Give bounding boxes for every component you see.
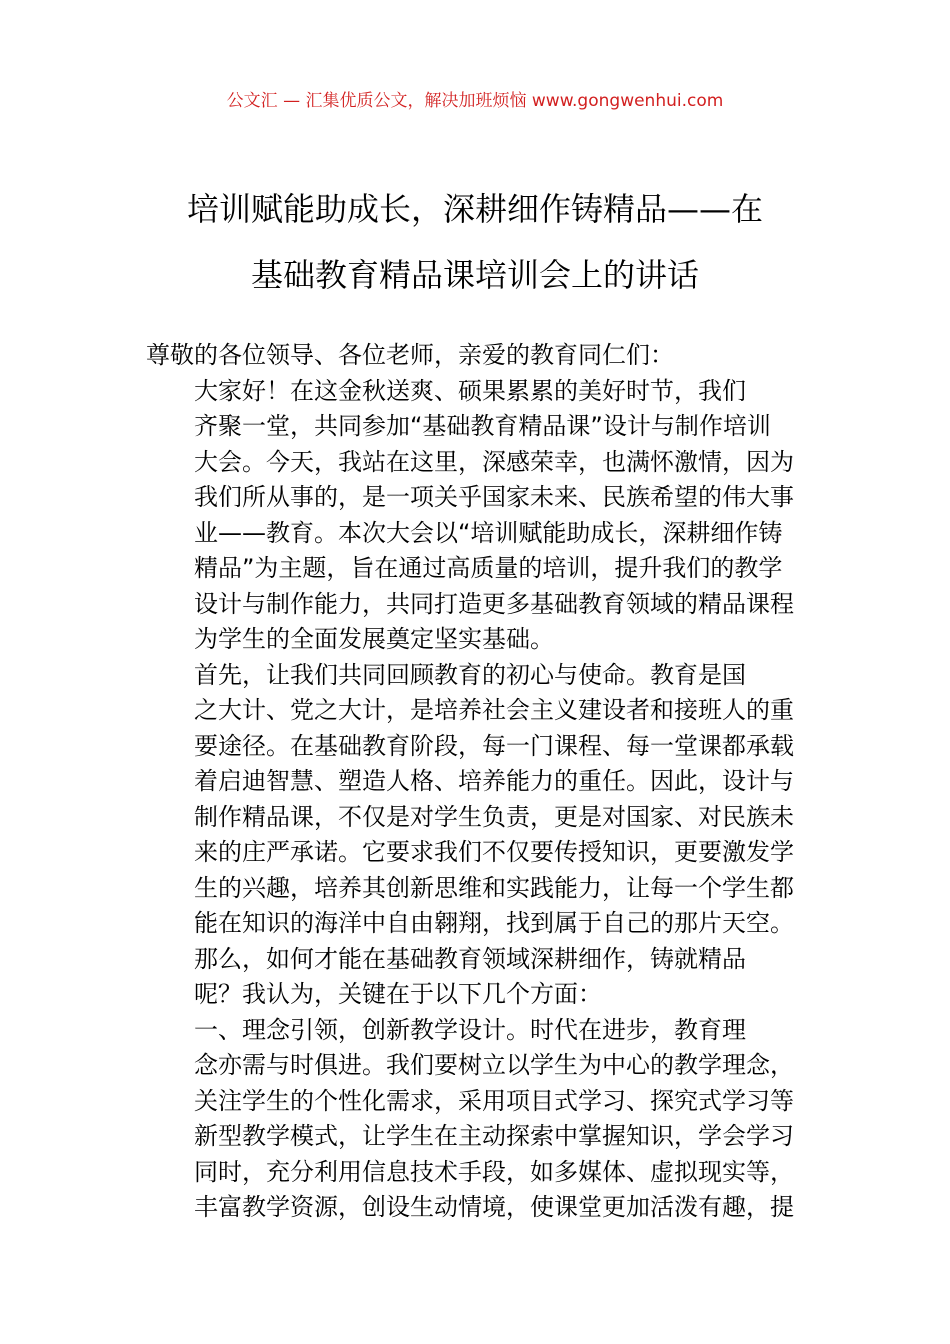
text-line: 丰富教学资源，创设生动情境，使课堂更加活泼有趣，提 — [194, 1193, 794, 1221]
site-watermark-header: 公文汇 — 汇集优质公文，解决加班烦恼 www.gongwenhui.com — [226, 91, 724, 111]
text-line: 我们所从事的，是一项关乎国家未来、民族希望的伟大事 — [194, 483, 794, 511]
paragraph-greeting — [146, 374, 808, 658]
text-line: 精品”为主题，旨在通过高质量的培训，提升我们的教学 — [194, 554, 783, 582]
title-line: 基础教育精品课培训会上的讲话 — [250, 256, 699, 294]
text-line: 业——教育。本次大会以“培训赋能助成长，深耕细作铸 — [194, 518, 783, 547]
paragraph-question — [146, 942, 808, 1013]
paragraph-point-one — [146, 1013, 808, 1226]
text-line: 关注学生的个性化需求，采用项目式学习、探究式学习等 — [194, 1086, 794, 1115]
text-line: 之大计、党之大计，是培养社会主义建设者和接班人的重 — [194, 696, 794, 724]
text-line: 念亦需与时俱进。我们要树立以学生为中心的教学理念， — [194, 1051, 794, 1079]
text-line: 来的庄严承诺。它要求我们不仅要传授知识，更要激发学 — [194, 838, 794, 866]
text-line: 制作精品课，不仅是对学生负责，更是对国家、对民族未 — [194, 802, 794, 831]
text-line: 呢？我认为，关键在于以下几个方面： — [194, 980, 602, 1008]
text-line: 首先，让我们共同回顾教育的初心与使命。教育是国 — [194, 660, 746, 689]
paragraph-mission — [146, 658, 808, 942]
salutation-line: 尊敬的各位领导、各位老师，亲爱的教育同仁们： — [146, 341, 674, 369]
salutation — [146, 338, 808, 374]
text-line: 齐聚一堂，共同参加“基础教育精品课”设计与制作培训 — [194, 412, 771, 440]
document-body — [146, 338, 808, 1226]
text-line: 着启迪智慧、塑造人格、培养能力的重任。因此，设计与 — [194, 767, 794, 795]
text-line: 设计与制作能力，共同打造更多基础教育领域的精品课程 — [194, 589, 794, 618]
title-line: 培训赋能助成长，深耕细作铸精品——在 — [186, 190, 763, 228]
text-line: 同时，充分利用信息技术手段，如多媒体、虚拟现实等， — [194, 1157, 794, 1186]
text-line: 大会。今天，我站在这里，深感荣幸，也满怀激情，因为 — [194, 447, 794, 476]
text-line: 一、理念引领，创新教学设计。时代在进步，教育理 — [194, 1015, 746, 1044]
text-line: 能在知识的海洋中自由翱翔，找到属于自己的那片天空。 — [194, 909, 794, 937]
text-line: 大家好！在这金秋送爽、硕果累累的美好时节，我们 — [194, 376, 746, 405]
text-line: 要途径。在基础教育阶段，每一门课程、每一堂课都承载 — [194, 731, 794, 760]
text-line: 那么，如何才能在基础教育领域深耕细作，铸就精品 — [194, 944, 746, 973]
text-line: 新型教学模式，让学生在主动探索中掌握知识，学会学习 — [194, 1122, 794, 1150]
text-line: 生的兴趣，培养其创新思维和实践能力，让每一个学生都 — [194, 873, 794, 902]
document-title — [120, 176, 830, 308]
text-line: 为学生的全面发展奠定坚实基础。 — [194, 625, 554, 653]
